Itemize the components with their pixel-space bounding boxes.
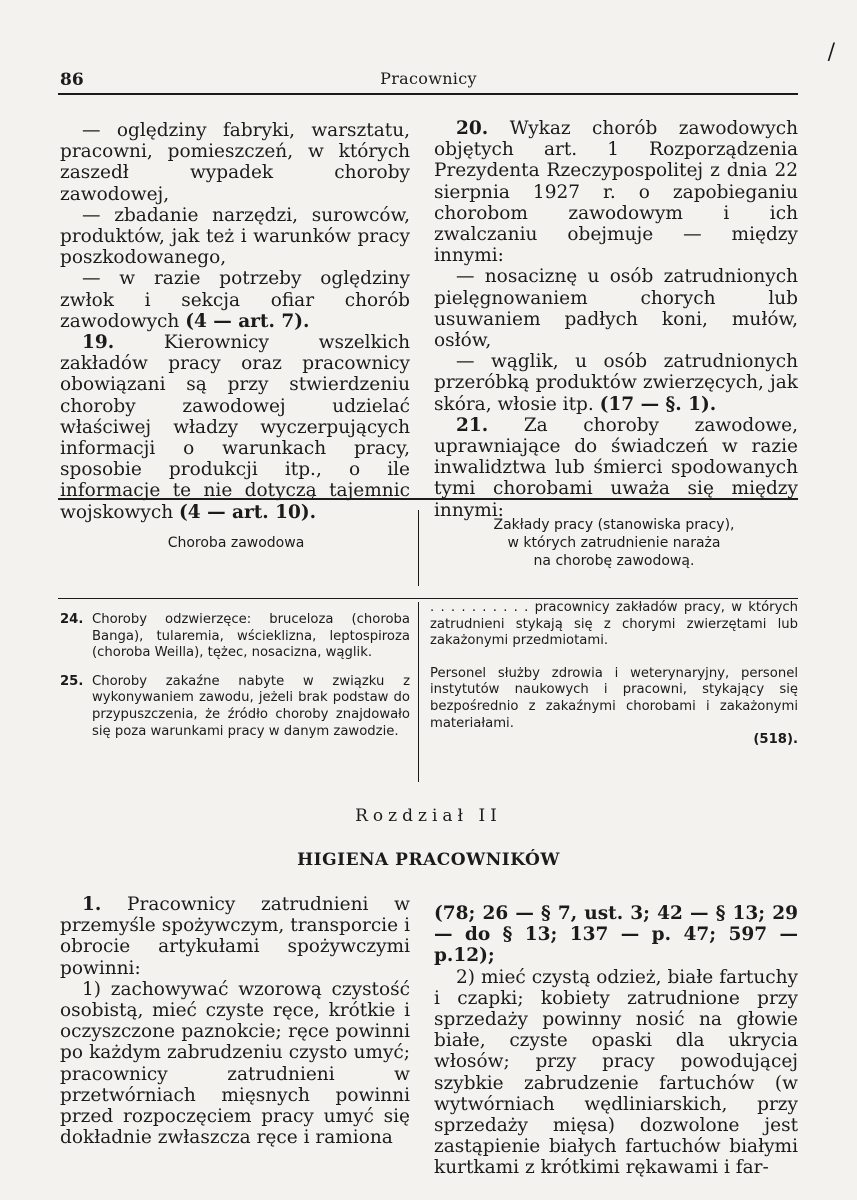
table-disease-column xyxy=(60,612,410,752)
hygiene-item-1: 1) zachowywać wzorową czystość osobistą, mieć czyste ręce, krótkie i oczyszczone paznokcie; ręce powinni po każdym zabrudzeniu czysto umyć; pracownicy zatrudnieni w przetwórniach mięsnych powinni przed rozpoczęciem pracy umyć się dokładnie zwłaszcza ręce i ramiona xyxy=(60,978,410,1149)
table-row xyxy=(60,674,410,740)
row-number: 24. xyxy=(60,612,84,627)
table-top-rule xyxy=(58,498,798,500)
chapter-heading: Rozdział II xyxy=(355,806,502,826)
inspection-item: — zbadanie narzędzi, surowców, produktów, jak też i warunków pracy poszkodowanego, xyxy=(60,204,410,269)
disease-cell: Choroby zakaźne nabyte w związku z wykonywaniem zawodu, jeżeli brak podstaw do przypuszczenia, że źródło choroby znajdowało się poza warunkami pracy w danym zawodzie. xyxy=(92,673,410,739)
table-column-divider xyxy=(418,510,419,586)
paragraph-number: 21. xyxy=(456,414,489,436)
table-header-rule xyxy=(58,598,798,599)
table-header-disease: Choroba zawodowa xyxy=(167,535,305,551)
inspection-item: — oględziny fabryki, warsztatu, pracowni, pomieszczeń, w których zaszedł wypadek choroby zawodowej, xyxy=(60,120,410,205)
page-number: 86 xyxy=(60,70,84,90)
workplace-cell: Personel służby zdrowia i weterynaryjny, personel instytutów naukowych i pracowni, stykający się bezpośrednio z zakaźnymi chorobami i zakażonymi materiałami. xyxy=(430,665,798,731)
footnote-reference: (518). xyxy=(753,732,798,748)
table-column-divider xyxy=(418,602,419,782)
workplace-cell: . . . . . . . . . . pracownicy zakładów pracy, w których zatrudnieni stykają się z chorymi zwierzętami lub zakażonymi przedmiotami. xyxy=(430,600,798,649)
section-title: HIGIENA PRACOWNIKÓW xyxy=(297,850,560,870)
legal-reference: (4 — art. 7). xyxy=(185,310,310,332)
margin-mark: / xyxy=(827,40,835,65)
upper-right-column xyxy=(434,118,798,521)
paragraph-number: 20. xyxy=(456,118,489,139)
legal-reference: (17 — §. 1). xyxy=(599,393,717,415)
disease-item: — nosaciznę u osób zatrudnionych pielęgnowaniem chorych lub usuwaniem padłych koni, mułów, osłów, xyxy=(434,266,798,352)
paragraph-number: 1. xyxy=(82,894,102,915)
paragraph-19: 19. Kierownicy wszelkich zakładów pracy oraz pracownicy obowiązani są przy stwierdzeniu choroby zawodowej udzielać właściwej władzy wyczerpujących informacji o warunkach pracy, sposobie produkcji itp., o ile informacje te nie dotyczą tajemnic wojskowych (4 — art. 10). xyxy=(60,332,410,523)
disease-cell: Choroby odzwierzęce: bruceloza (choroba Banga), tularemia, wścieklizna, leptospiroza (choroba Weilla), tężec, nosacizna, wąglik. xyxy=(92,612,410,661)
paragraph-20: 20. Wykaz chorób zawodowych objętych art. 1 Rozporządzenia Prezydenta Rzeczypospolitej z dnia 22 sierpnia 1927 r. o zapobieganiu chorobom zawodowym i ich zwalczaniu obejmuje — między innymi: xyxy=(434,118,798,267)
paragraph-21: 21. Za choroby zawodowe, uprawniające do świadczeń w razie inwalidztwa lub śmierci spodowanych tymi chorobami uważa się między innymi: xyxy=(434,414,798,521)
legal-reference: (4 — art. 10). xyxy=(179,501,317,523)
hygiene-paragraph-1: 1. Pracownicy zatrudnieni w przemyśle spożywczym, transporcie i obrocie artykułami spożywczymi powinni: xyxy=(60,894,410,979)
lower-left-column xyxy=(60,894,410,1148)
table-header-workplace: Zakłady pracy (stanowiska pracy), w których zatrudnienie naraża na chorobę zawodową. xyxy=(493,517,735,569)
running-title: Pracownicy xyxy=(380,69,477,88)
table-workplace-column xyxy=(430,600,798,749)
inspection-item: — w razie potrzeby oględziny zwłok i sekcja ofiar chorób zawodowych (4 — art. 7). xyxy=(60,268,410,332)
header-rule xyxy=(58,93,798,95)
hygiene-item-2: 2) mieć czystą odzież, białe fartuchy i czapki; kobiety zatrudnione przy sprzedaży powinny nosić na głowie białe, czyste opaski dla ukrycia włosów; przy pracy powodującej szybkie zabrudzenie fartuchów (w wytwórniach wędliniarskich, przy sprzedaży mięsa) dozwolone jest zastąpienie białych fartuchów białymi kurtkami z krótkimi rękawami i far- xyxy=(434,966,798,1179)
upper-left-column xyxy=(60,120,410,523)
lower-right-column xyxy=(434,903,798,1179)
paragraph-number: 19. xyxy=(82,332,115,354)
legal-reference: (78; 26 — § 7, ust. 3; 42 — § 13; 29 — do § 13; 137 — p. 47; 597 — p.12); xyxy=(434,903,798,967)
disease-item: — wąglik, u osób zatrudnionych przeróbką produktów zwierzęcych, jak skóra, włosie itp. (17 — §. 1). xyxy=(434,351,798,415)
table-row xyxy=(60,612,410,662)
row-number: 25. xyxy=(60,673,84,689)
